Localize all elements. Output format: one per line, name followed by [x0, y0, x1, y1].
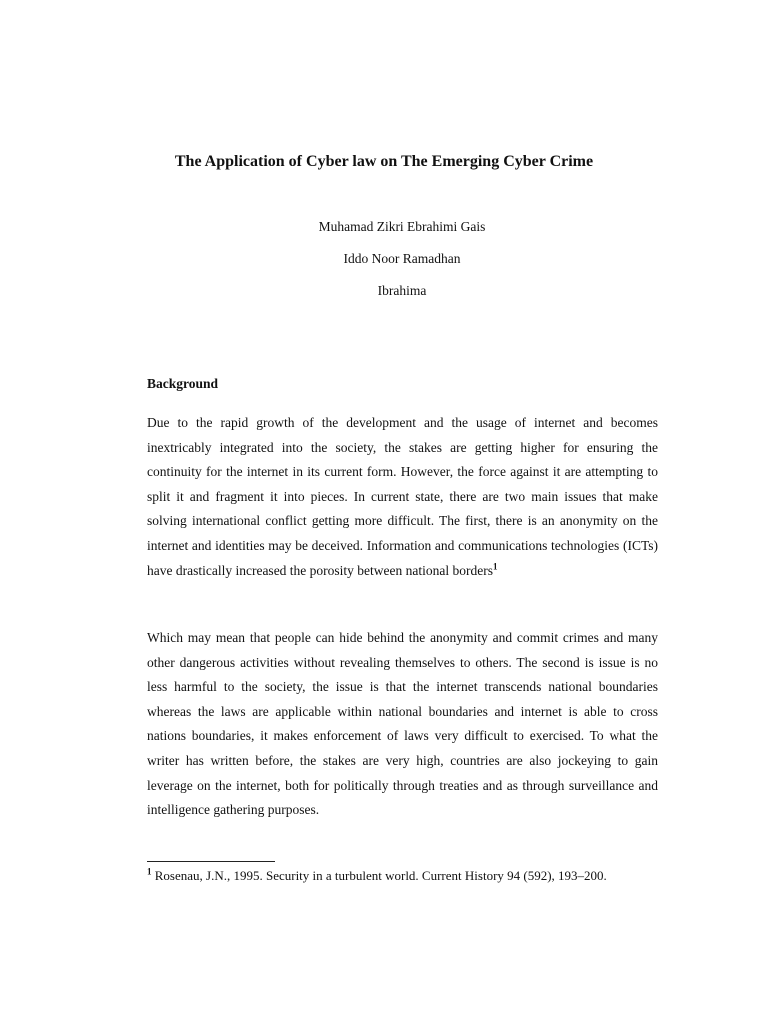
paragraph-1 [147, 411, 658, 583]
section-heading-background: Background [147, 376, 219, 391]
paper-title: The Application of Cyber law on The Emerging Cyber Crime [174, 153, 594, 170]
author-2: Iddo Noor Ramadhan [343, 251, 461, 266]
footnote [147, 866, 617, 885]
paragraph-1-text: Due to the rapid growth of the development and the usage of internet and becomes inextricably integrated into the society, the stakes are getting higher for ensuring the continuity for the internet in its current form. However, the force against it are attempting to split it and fragment it into pieces. In current state, there are two main issues that make solving international conflict getting more difficult. The first, there is an anonymity on the internet and identities may be deceived. Information and communications technologies (ICTs) have drastically increased the porosity between national borders [147, 415, 658, 578]
author-3: Ibrahima [377, 283, 427, 298]
footnote-divider [147, 861, 275, 862]
paragraph-2: Which may mean that people can hide behind the anonymity and commit crimes and many other dangerous activities without revealing themselves to others. The second is issue is no less harmful to the society, the issue is that the internet transcends national boundaries whereas the laws are applicable within national boundaries and internet is able to cross nations boundaries, it makes enforcement of laws very difficult to exercised. To what the writer has written before, the stakes are very high, countries are also jockeying to gain leverage on the internet, both for politically through treaties and as through surveillance and intelligence gathering purposes. [147, 630, 658, 818]
footnote-reference[interactable]: 1 [493, 561, 498, 572]
footnote-number: 1 [147, 866, 152, 877]
author-1: Muhamad Zikri Ebrahimi Gais [318, 219, 486, 234]
footnote-text: Rosenau, J.N., 1995. Security in a turbulent world. Current History 94 (592), 193–200. [151, 868, 607, 883]
